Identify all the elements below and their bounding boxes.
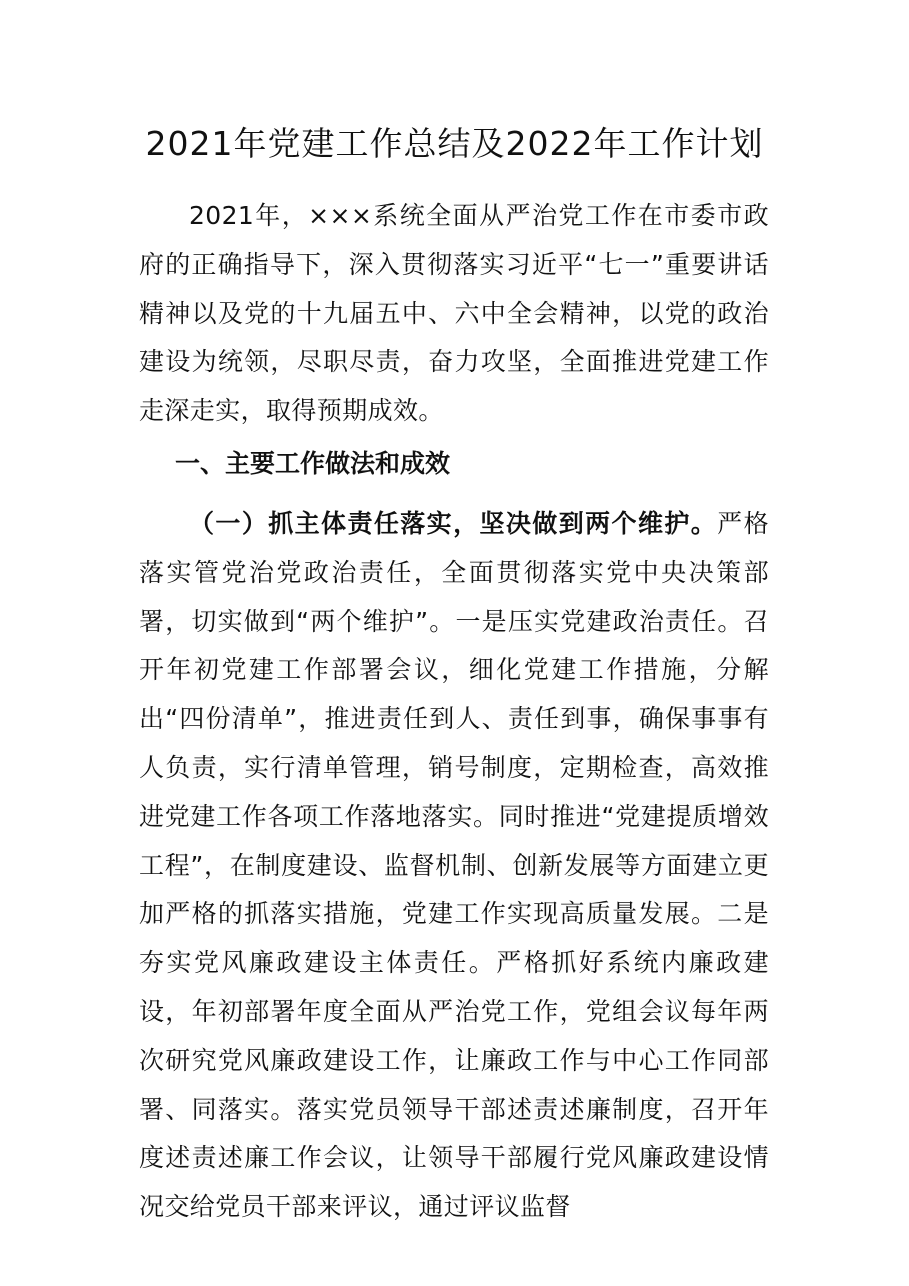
paragraph-body: 严格落实管党治党政治责任，全面贯彻落实党中央决策部署，切实做到“两个维护”。一是压实党建政治责任。召开年初党建工作部署会议，细化党建工作措施，分解出“四份清单”，推进责任到人、责任到事，确保事事有人负责，实行清单管理，销号制度，定期检查，高效推进党建工作各项工作落地落实。同时推进“党建提质增效工程”，在制度建设、监督机制、创新发展等方面建立更加严格的抓落实措施，党建工作实现高质量发展。二是夯实党风廉政建设主体责任。严格抓好系统内廉政建设，年初部署年度全面从严治党工作，党组会议每年两次研究党风廉政建设工作，让廉政工作与中心工作同部署、同落实。落实党员领导干部述责述廉制度，召开年度述责述廉工作会议，让领导干部履行党风廉政建设情况交给党员干部来评议，通过评议监督: [139, 509, 769, 1222]
paragraph-lead: （一）抓主体责任落实，坚决做到两个维护。: [189, 509, 718, 538]
section-heading: 一、主要工作做法和成效: [175, 449, 451, 478]
body-paragraph: [139, 500, 769, 1232]
intro-paragraph: 2021年，×××系统全面从严治党工作在市委市政府的正确指导下，深入贯彻落实习近平“七一”重要讲话精神以及党的十九届五中、六中全会精神，以党的政治建设为统领，尽职尽责，奋力攻坚，全面推进党建工作走深走实，取得预期成效。: [139, 201, 769, 426]
document-title: 2021年党建工作总结及2022年工作计划: [145, 124, 764, 163]
